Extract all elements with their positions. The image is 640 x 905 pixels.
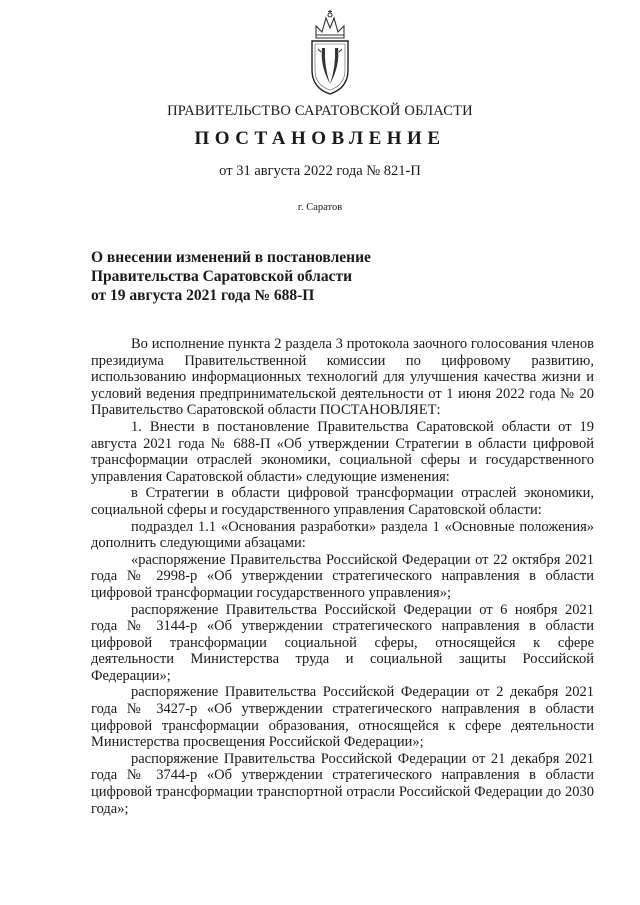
body-paragraph: 1. Внести в постановление Правительства Саратовской области от 19 августа 2021 года № 688-П «Об утверждении Стратегии в области цифровой трансформации отраслей экономики, социальной сферы и государственного управления Саратовской области» следующие изменения: <box>91 418 594 485</box>
body-paragraph: распоряжение Правительства Российской Федерации от 2 декабря 2021 года № 3427-р «Об утверждении стратегического направления в области цифровой трансформации образования, относящейся к сфере деятельности Министерства просвещения Российской Федерации»; <box>91 684 594 751</box>
body-paragraph: Во исполнение пункта 2 раздела 3 протокола заочного голосования членов президиума Правительственной комиссии по цифровому развитию, использованию информационных технологий для улучшения качества жизни и условий ведения предпринимательской деятельности от 1 июня 2022 года № 20 Правительство Саратовской области ПОСТАНОВЛЯЕТ: <box>91 336 594 419</box>
document-date-number: от 31 августа 2022 года № 821-П <box>219 163 421 179</box>
body-paragraph: «распоряжение Правительства Российской Федерации от 22 октября 2021 года № 2998-р «Об утверждении стратегического направления в области цифровой трансформации государственного управления»; <box>91 551 594 601</box>
title-line: Правительства Саратовской области <box>91 268 352 285</box>
title-line: от 19 августа 2021 года № 688-П <box>91 287 315 304</box>
government-name: ПРАВИТЕЛЬСТВО САРАТОВСКОЙ ОБЛАСТИ <box>167 103 473 119</box>
document-type: ПОСТАНОВЛЕНИЕ <box>194 128 446 149</box>
title-line: О внесении изменений в постановление <box>91 249 371 266</box>
document-city: г. Саратов <box>297 202 343 213</box>
document-body <box>91 336 594 817</box>
body-paragraph: распоряжение Правительства Российской Федерации от 6 ноября 2021 года № 3144-р «Об утверждении стратегического направления в области цифровой трансформации социальной сферы, относящейся к сфере деятельности Министерства труда и социальной защиты Российской Федерации»; <box>91 601 594 684</box>
body-paragraph: в Стратегии в области цифровой трансформации отраслей экономики, социальной сферы и государственного управления Саратовской области: <box>91 485 594 518</box>
saratov-coat-of-arms-icon <box>300 8 360 96</box>
body-paragraph: подраздел 1.1 «Основания разработки» раздела 1 «Основные положения» дополнить следующими абзацами: <box>91 518 594 552</box>
document-title <box>91 248 371 305</box>
body-paragraph: распоряжение Правительства Российской Федерации от 21 декабря 2021 года № 3744-р «Об утверждении стратегического направления в области цифровой трансформации транспортной отрасли Российской Федерации до 2030 года»; <box>91 750 594 817</box>
